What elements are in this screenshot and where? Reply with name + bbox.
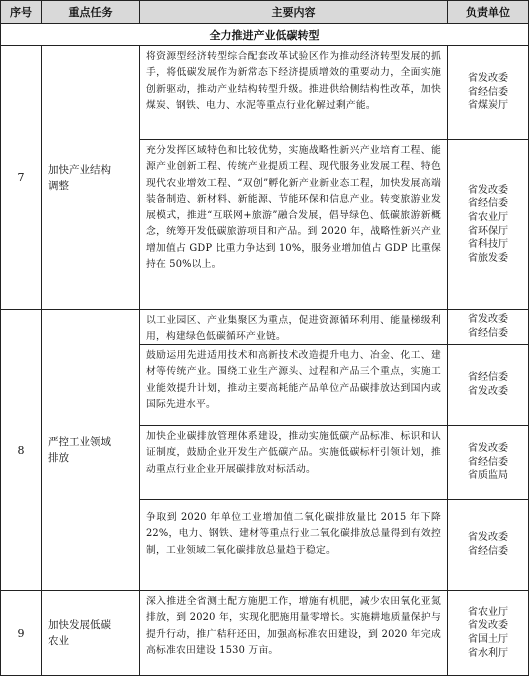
content-cell (139, 425, 448, 500)
unit-name: 省农业厅 (468, 606, 508, 618)
unit-name: 省经信委 (468, 372, 508, 384)
content-text: 争取到 2020 年单位工业增加值二氧化碳排放量比 2015 年下降 22%，电力、钢铁、建材等重点行业二氧化碳排放总量得到有效控制，工业领域二氧化碳排放总量趋于稳定。 (146, 512, 441, 556)
header-cell-unit (447, 0, 529, 24)
unit-name: 省国土厅 (468, 634, 508, 645)
task-label-line: 排放 (48, 452, 69, 464)
unit-cell (447, 309, 529, 345)
task-label-line: 农业 (48, 635, 69, 647)
task-label-line: 调整 (48, 179, 69, 192)
unit-name: 省科技厅 (468, 239, 508, 251)
task-label-line: 严控工业领域 (48, 436, 111, 448)
header-task: 重点任务 (68, 6, 113, 19)
unit-name: 省经信委 (468, 86, 508, 98)
unit-name: 省农业厅 (468, 211, 508, 223)
task-label (48, 617, 111, 649)
content-cell (139, 590, 448, 676)
unit-cell (447, 344, 529, 426)
header-cell-content (139, 0, 448, 24)
content-text: 充分发挥区域特色和比较优势，实施战略性新兴产业培育工程、能源产业创新工程、传统产业提质工程、现代服务业发展工程、特色现代农业增效工程、“双创”孵化新产业新业态工程，加快发展高端装备制造、新材料、新能源、节能环保和信息产业。转变旅游业发展模式，推进“互联网+旅游”融合发展，倡导绿色、低碳旅游新概念，统筹开发低碳旅游项目和产品。到 2020 年，战略性新兴产业增加值占 GDP 比重力争达到 10%，服务业增加值占 GDP 比重保持在 50%以上。 (146, 145, 441, 271)
unit-name: 省发改委 (468, 184, 508, 196)
unit-cell (447, 499, 529, 591)
content-text: 深入推进全省测土配方施肥工作，增施有机肥，减少农田氧化亚氮排放，到 2020 年，实现化肥施用量零增长。实施耕地质量保护与提升行动，推广秸秆还田，加强高标准农田建设，到 2020 年完成高标准农田建设 1530 万亩。 (146, 596, 441, 656)
row-number-cell (0, 45, 42, 310)
unit-cell (447, 590, 529, 676)
unit-name: 省发改委 (468, 314, 508, 326)
row-number-cell (0, 590, 42, 676)
content-text: 以工业园区、产业集聚区为重点，促进资源循环利用、能量梯级利用，构建绿色低碳循环产业链。 (146, 315, 441, 343)
unit-name: 省环保厅 (468, 225, 508, 237)
unit-name: 省水利厅 (468, 647, 508, 659)
content-text: 加快企业碳排放管理体系建设，推动实施低碳产品标准、标识和认证制度，鼓励企业开发生产低碳产品。实施低碳标杆引领计划，推动重点行业企业开展碳排放对标活动。 (146, 431, 441, 475)
unit-name: 省质监局 (468, 470, 508, 482)
unit-name: 省旅发委 (468, 252, 508, 264)
content-cell (139, 139, 448, 310)
task-cell (41, 45, 140, 310)
task-label (48, 162, 111, 194)
header-cell-no (0, 0, 42, 24)
task-cell (41, 309, 140, 591)
row-number-cell (0, 309, 42, 591)
unit-name: 省经信委 (468, 198, 508, 210)
unit-name: 省发改委 (468, 73, 508, 85)
task-label-line: 加快产业结构 (48, 163, 111, 176)
content-cell (139, 499, 448, 591)
header-unit: 负责单位 (466, 6, 510, 19)
header-content: 主要内容 (271, 6, 316, 19)
unit-cell (447, 45, 529, 140)
content-text: 将资源型经济转型综合配套改革试验区作为推动经济转型发展的抓手，将低碳发展作为新常态下经济提质增效的重要动力，全面实施创新驱动，推动产业结构转型升级。推进供给侧结构性改革，加快煤炭、钢铁、电力、水泥等重点行业化解过剩产能。 (146, 51, 441, 111)
content-cell (139, 309, 448, 345)
row-number: 7 (17, 171, 25, 184)
unit-name: 省经信委 (468, 328, 508, 339)
content-cell (139, 45, 448, 140)
task-label-line: 加快发展低碳 (48, 619, 111, 631)
task-cell (41, 590, 140, 676)
unit-name: 省发改委 (468, 532, 508, 544)
unit-name: 省发改委 (468, 443, 508, 455)
section-title: 全力推进产业低碳转型 (209, 28, 320, 42)
unit-name: 省煤炭厅 (468, 100, 508, 112)
header-cell-task (41, 0, 140, 24)
row-number: 9 (17, 626, 25, 640)
unit-name: 省经信委 (468, 546, 508, 557)
unit-name: 省经信委 (468, 456, 508, 468)
unit-name: 省发改委 (468, 620, 508, 632)
content-text: 鼓励运用先进适用技术和高新技术改造提升电力、冶金、化工、建材等传统产业。围绕工业生产源头、过程和产品三个重点，实施工业能效提升计划，推动主要高耗能产品单位产品碳排放达到国内或国际先进水平。 (146, 350, 441, 410)
task-label (48, 434, 111, 466)
unit-name: 省发改委 (468, 386, 508, 397)
unit-cell (447, 425, 529, 500)
section-title-row (0, 23, 529, 46)
header-no: 序号 (10, 6, 32, 19)
row-number: 8 (17, 443, 25, 457)
unit-cell (447, 139, 529, 310)
content-cell (139, 344, 448, 426)
